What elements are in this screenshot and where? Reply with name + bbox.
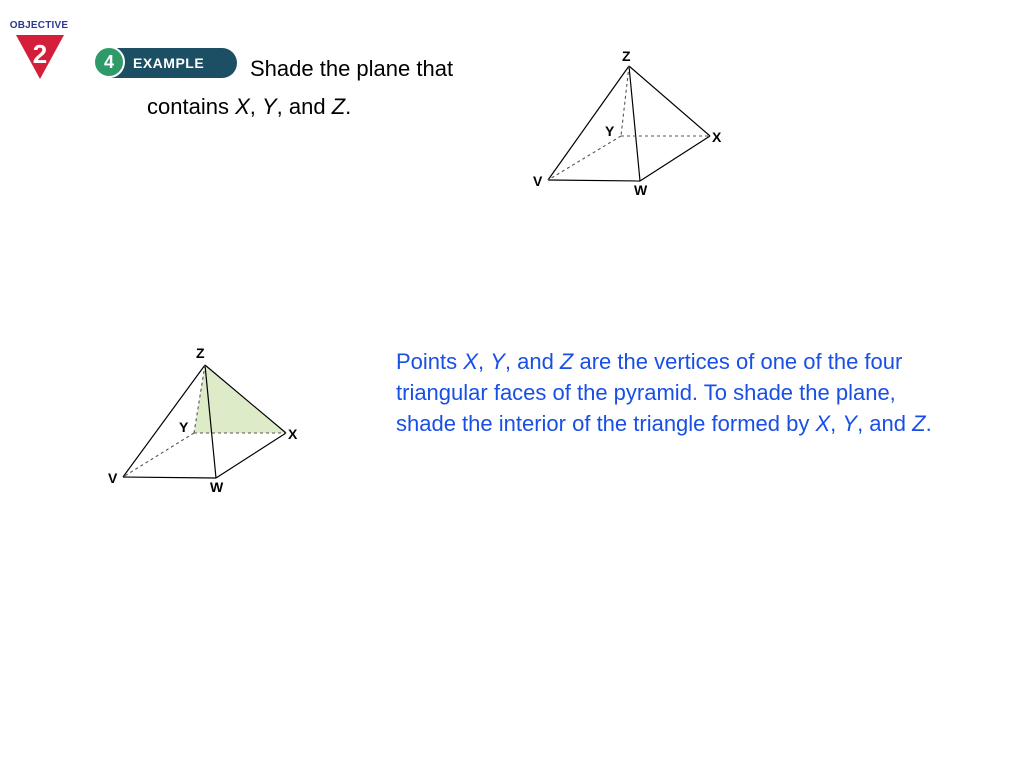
label-x: X <box>712 129 722 145</box>
prompt-end: . <box>345 94 352 119</box>
prompt-y: Y <box>261 94 277 119</box>
label-w: W <box>210 479 224 495</box>
prompt-contains: contains <box>147 94 236 119</box>
pyramid-figure-bottom <box>100 340 315 500</box>
example-badge <box>93 46 239 82</box>
expl-x2: X <box>815 411 831 436</box>
edge-yv-hidden <box>548 136 621 180</box>
example-number: 4 <box>93 46 125 78</box>
edge-wx <box>216 433 286 478</box>
label-w: W <box>634 182 648 198</box>
prompt-line-1: Shade the plane that <box>250 56 454 81</box>
label-v: V <box>108 470 118 486</box>
prompt-line-2 <box>147 94 351 120</box>
expl-end: . <box>925 411 932 436</box>
expl-part1: Points <box>396 349 464 374</box>
expl-y2: Y <box>842 411 858 436</box>
edge-yv-hidden <box>123 433 194 477</box>
label-v: V <box>533 173 543 189</box>
label-y: Y <box>179 419 189 435</box>
expl-sep2: , and <box>504 349 560 374</box>
edge-zw <box>629 66 640 181</box>
objective-number: 2 <box>32 39 48 69</box>
label-x: X <box>288 426 298 442</box>
expl-part2: are the vertices of one of the four triangular faces of the pyramid. To shade the plane, shade the interior of the triangle formed by <box>396 349 903 436</box>
example-label: EXAMPLE <box>133 55 205 71</box>
edge-vw <box>548 180 640 181</box>
expl-x: X <box>463 349 478 374</box>
edge-zv <box>548 66 629 180</box>
expl-sep3: , <box>830 411 843 436</box>
edge-wx <box>640 136 710 181</box>
label-z: Z <box>622 48 631 64</box>
explanation-text <box>396 346 956 439</box>
expl-y: Y <box>490 349 505 374</box>
edge-zv <box>123 365 205 477</box>
prompt-sep1: , <box>249 94 262 119</box>
label-z: Z <box>196 345 205 361</box>
expl-z2: Z <box>912 411 926 436</box>
prompt-sep2: , and <box>276 94 332 119</box>
edge-vw <box>123 477 216 478</box>
expl-sep4: , and <box>857 411 913 436</box>
expl-z: Z <box>559 349 574 374</box>
prompt-z: Z <box>331 94 346 119</box>
prompt-x: X <box>235 94 250 119</box>
label-y: Y <box>605 123 615 139</box>
objective-badge <box>4 20 74 84</box>
edge-zx <box>629 66 710 136</box>
objective-label: OBJECTIVE <box>9 20 69 31</box>
expl-sep1: , <box>477 349 491 374</box>
pyramid-figure-top <box>525 44 735 204</box>
objective-triangle-icon <box>14 33 66 81</box>
